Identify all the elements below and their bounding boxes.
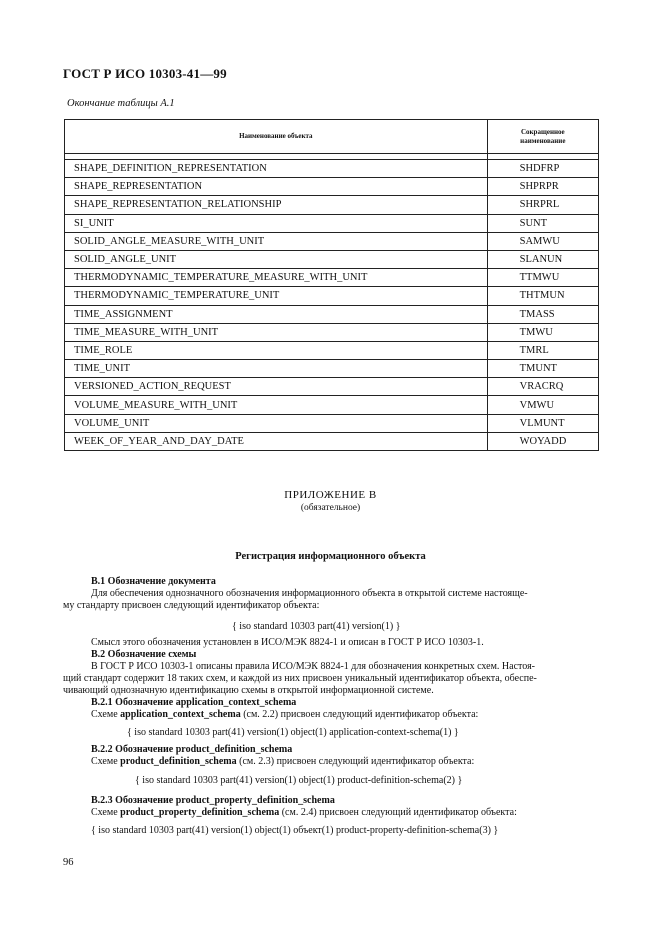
- column-header-abbr-line2: наименование: [520, 136, 566, 145]
- b23-heading-schema: product_property_definition_schema: [175, 795, 335, 806]
- object-name-cell: TIME_MEASURE_WITH_UNIT: [65, 323, 488, 341]
- column-header-name: Наименование объекта: [65, 120, 488, 154]
- b21-heading-prefix: В.2.1 Обозначение: [91, 697, 176, 708]
- object-abbr-cell: SHPRPR: [487, 178, 598, 196]
- b2-paragraph-line3: чивающий однозначную идентификацию схемы в открытой информационной системе.: [63, 685, 434, 696]
- table-row: [65, 269, 599, 287]
- table-row: [65, 250, 599, 268]
- b22-text-prefix: Схеме: [91, 756, 121, 767]
- object-name-cell: SHAPE_DEFINITION_REPRESENTATION: [65, 160, 488, 178]
- object-abbr-cell: WOYADD: [487, 432, 598, 450]
- section-title: Регистрация информационного объекта: [235, 551, 426, 562]
- table-row: [65, 432, 599, 450]
- object-abbr-cell: TMUNT: [487, 360, 598, 378]
- b1-paragraph-line1: Для обеспечения однозначного обозначения информационного объекта в открытой системе настояще-: [91, 588, 528, 599]
- b22-text-schema: product_definition_schema: [120, 756, 237, 767]
- object-abbr-cell: SHRPRL: [487, 196, 598, 214]
- appendix-title: ПРИЛОЖЕНИЕ В: [284, 489, 377, 501]
- object-abbr-cell: TMRL: [487, 341, 598, 359]
- b23-identifier: { iso standard 10303 part(41) version(1) object(1) объект(1) product-property-definition-schema(3) }: [91, 825, 499, 836]
- page-number: 96: [63, 857, 74, 868]
- b22-identifier: { iso standard 10303 part(41) version(1) object(1) product-definition-schema(2) }: [135, 775, 463, 786]
- table-row: [65, 414, 599, 432]
- document-header: ГОСТ Р ИСО 10303-41—99: [63, 66, 227, 81]
- object-abbr-cell: VMWU: [487, 396, 598, 414]
- b23-text-suffix: (см. 2.4) присвоен следующий идентификатор объекта:: [279, 807, 517, 818]
- b21-text-suffix: (см. 2.2) присвоен следующий идентификатор объекта:: [240, 709, 479, 720]
- b21-identifier: { iso standard 10303 part(41) version(1) object(1) application-context-schema(1) }: [127, 727, 459, 738]
- table-row: [65, 232, 599, 250]
- b21-text-schema: application_context_schema: [120, 709, 241, 720]
- b1-paragraph2: Смысл этого обозначения установлен в ИСО/МЭК 8824-1 и описан в ГОСТ Р ИСО 10303-1.: [91, 637, 484, 648]
- table-row: [65, 341, 599, 359]
- object-abbr-cell: THTMUN: [487, 287, 598, 305]
- b21-heading-schema: application_context_schema: [175, 697, 297, 708]
- table-row: [65, 196, 599, 214]
- table-body: [65, 154, 599, 451]
- object-abbr-cell: TMWU: [487, 323, 598, 341]
- table-row: [65, 214, 599, 232]
- table-row: [65, 287, 599, 305]
- object-name-cell: VOLUME_MEASURE_WITH_UNIT: [65, 396, 488, 414]
- object-name-cell: TIME_ASSIGNMENT: [65, 305, 488, 323]
- object-abbr-cell: TTMWU: [487, 269, 598, 287]
- object-name-cell: SI_UNIT: [65, 214, 488, 232]
- object-name-cell: TIME_ROLE: [65, 341, 488, 359]
- object-abbr-cell: SAMWU: [487, 232, 598, 250]
- b23-text: [91, 807, 517, 819]
- object-abbr-cell: SLANUN: [487, 250, 598, 268]
- table-row: [65, 360, 599, 378]
- table-row: [65, 178, 599, 196]
- table-row: [65, 160, 599, 178]
- object-abbr-cell: VLMUNT: [487, 414, 598, 432]
- b22-text: [91, 756, 474, 768]
- object-name-cell: SHAPE_REPRESENTATION_RELATIONSHIP: [65, 196, 488, 214]
- object-name-cell: SHAPE_REPRESENTATION: [65, 178, 488, 196]
- object-name-cell: SOLID_ANGLE_UNIT: [65, 250, 488, 268]
- b22-heading-schema: product_definition_schema: [175, 744, 293, 755]
- b23-text-schema: product_property_definition_schema: [120, 807, 280, 818]
- object-abbr-cell: VRACRQ: [487, 378, 598, 396]
- object-name-cell: THERMODYNAMIC_TEMPERATURE_MEASURE_WITH_UNIT: [65, 269, 488, 287]
- table-row: [65, 323, 599, 341]
- b21-text: [91, 709, 478, 721]
- table-header-row: [65, 120, 599, 154]
- b1-heading: В.1 Обозначение документа: [91, 576, 216, 587]
- b23-heading-prefix: В.2.3 Обозначение: [91, 795, 176, 806]
- table-caption: Окончание таблицы А.1: [67, 98, 175, 109]
- b22-heading-prefix: В.2.2 Обозначение: [91, 744, 176, 755]
- column-header-abbr-line1: Сокращенное: [520, 127, 565, 136]
- object-abbr-cell: SHDFRP: [487, 160, 598, 178]
- b23-text-prefix: Схеме: [91, 807, 121, 818]
- object-name-cell: VOLUME_UNIT: [65, 414, 488, 432]
- object-name-cell: TIME_UNIT: [65, 360, 488, 378]
- appendix-subtitle: (обязательное): [300, 503, 361, 513]
- table-row: [65, 396, 599, 414]
- b21-text-prefix: Схеме: [91, 709, 121, 720]
- object-name-cell: SOLID_ANGLE_MEASURE_WITH_UNIT: [65, 232, 488, 250]
- b22-heading: [91, 744, 292, 756]
- table-row: [65, 378, 599, 396]
- objects-table: [64, 119, 599, 451]
- object-abbr-cell: SUNT: [487, 214, 598, 232]
- object-name-cell: THERMODYNAMIC_TEMPERATURE_UNIT: [65, 287, 488, 305]
- object-name-cell: WEEK_OF_YEAR_AND_DAY_DATE: [65, 432, 488, 450]
- b23-heading: [91, 795, 335, 807]
- b21-heading: [91, 697, 296, 709]
- b2-paragraph-line1: В ГОСТ Р ИСО 10303-1 описаны правила ИСО/МЭК 8824-1 для обозначения конкретных схем. Настоя-: [91, 661, 535, 672]
- column-header-abbr: [487, 120, 598, 154]
- b1-paragraph-line2: му стандарту присвоен следующий идентификатор объекта:: [63, 600, 320, 611]
- b1-identifier: { iso standard 10303 part(41) version(1) }: [232, 621, 401, 632]
- table-row: [65, 305, 599, 323]
- b2-heading: В.2 Обозначение схемы: [91, 649, 197, 660]
- b2-paragraph-line2: щий стандарт содержит 18 таких схем, и каждой из них присвоен уникальный идентификатор объекта, обеспе-: [63, 673, 537, 684]
- object-abbr-cell: TMASS: [487, 305, 598, 323]
- object-name-cell: VERSIONED_ACTION_REQUEST: [65, 378, 488, 396]
- b22-text-suffix: (см. 2.3) присвоен следующий идентификатор объекта:: [236, 756, 475, 767]
